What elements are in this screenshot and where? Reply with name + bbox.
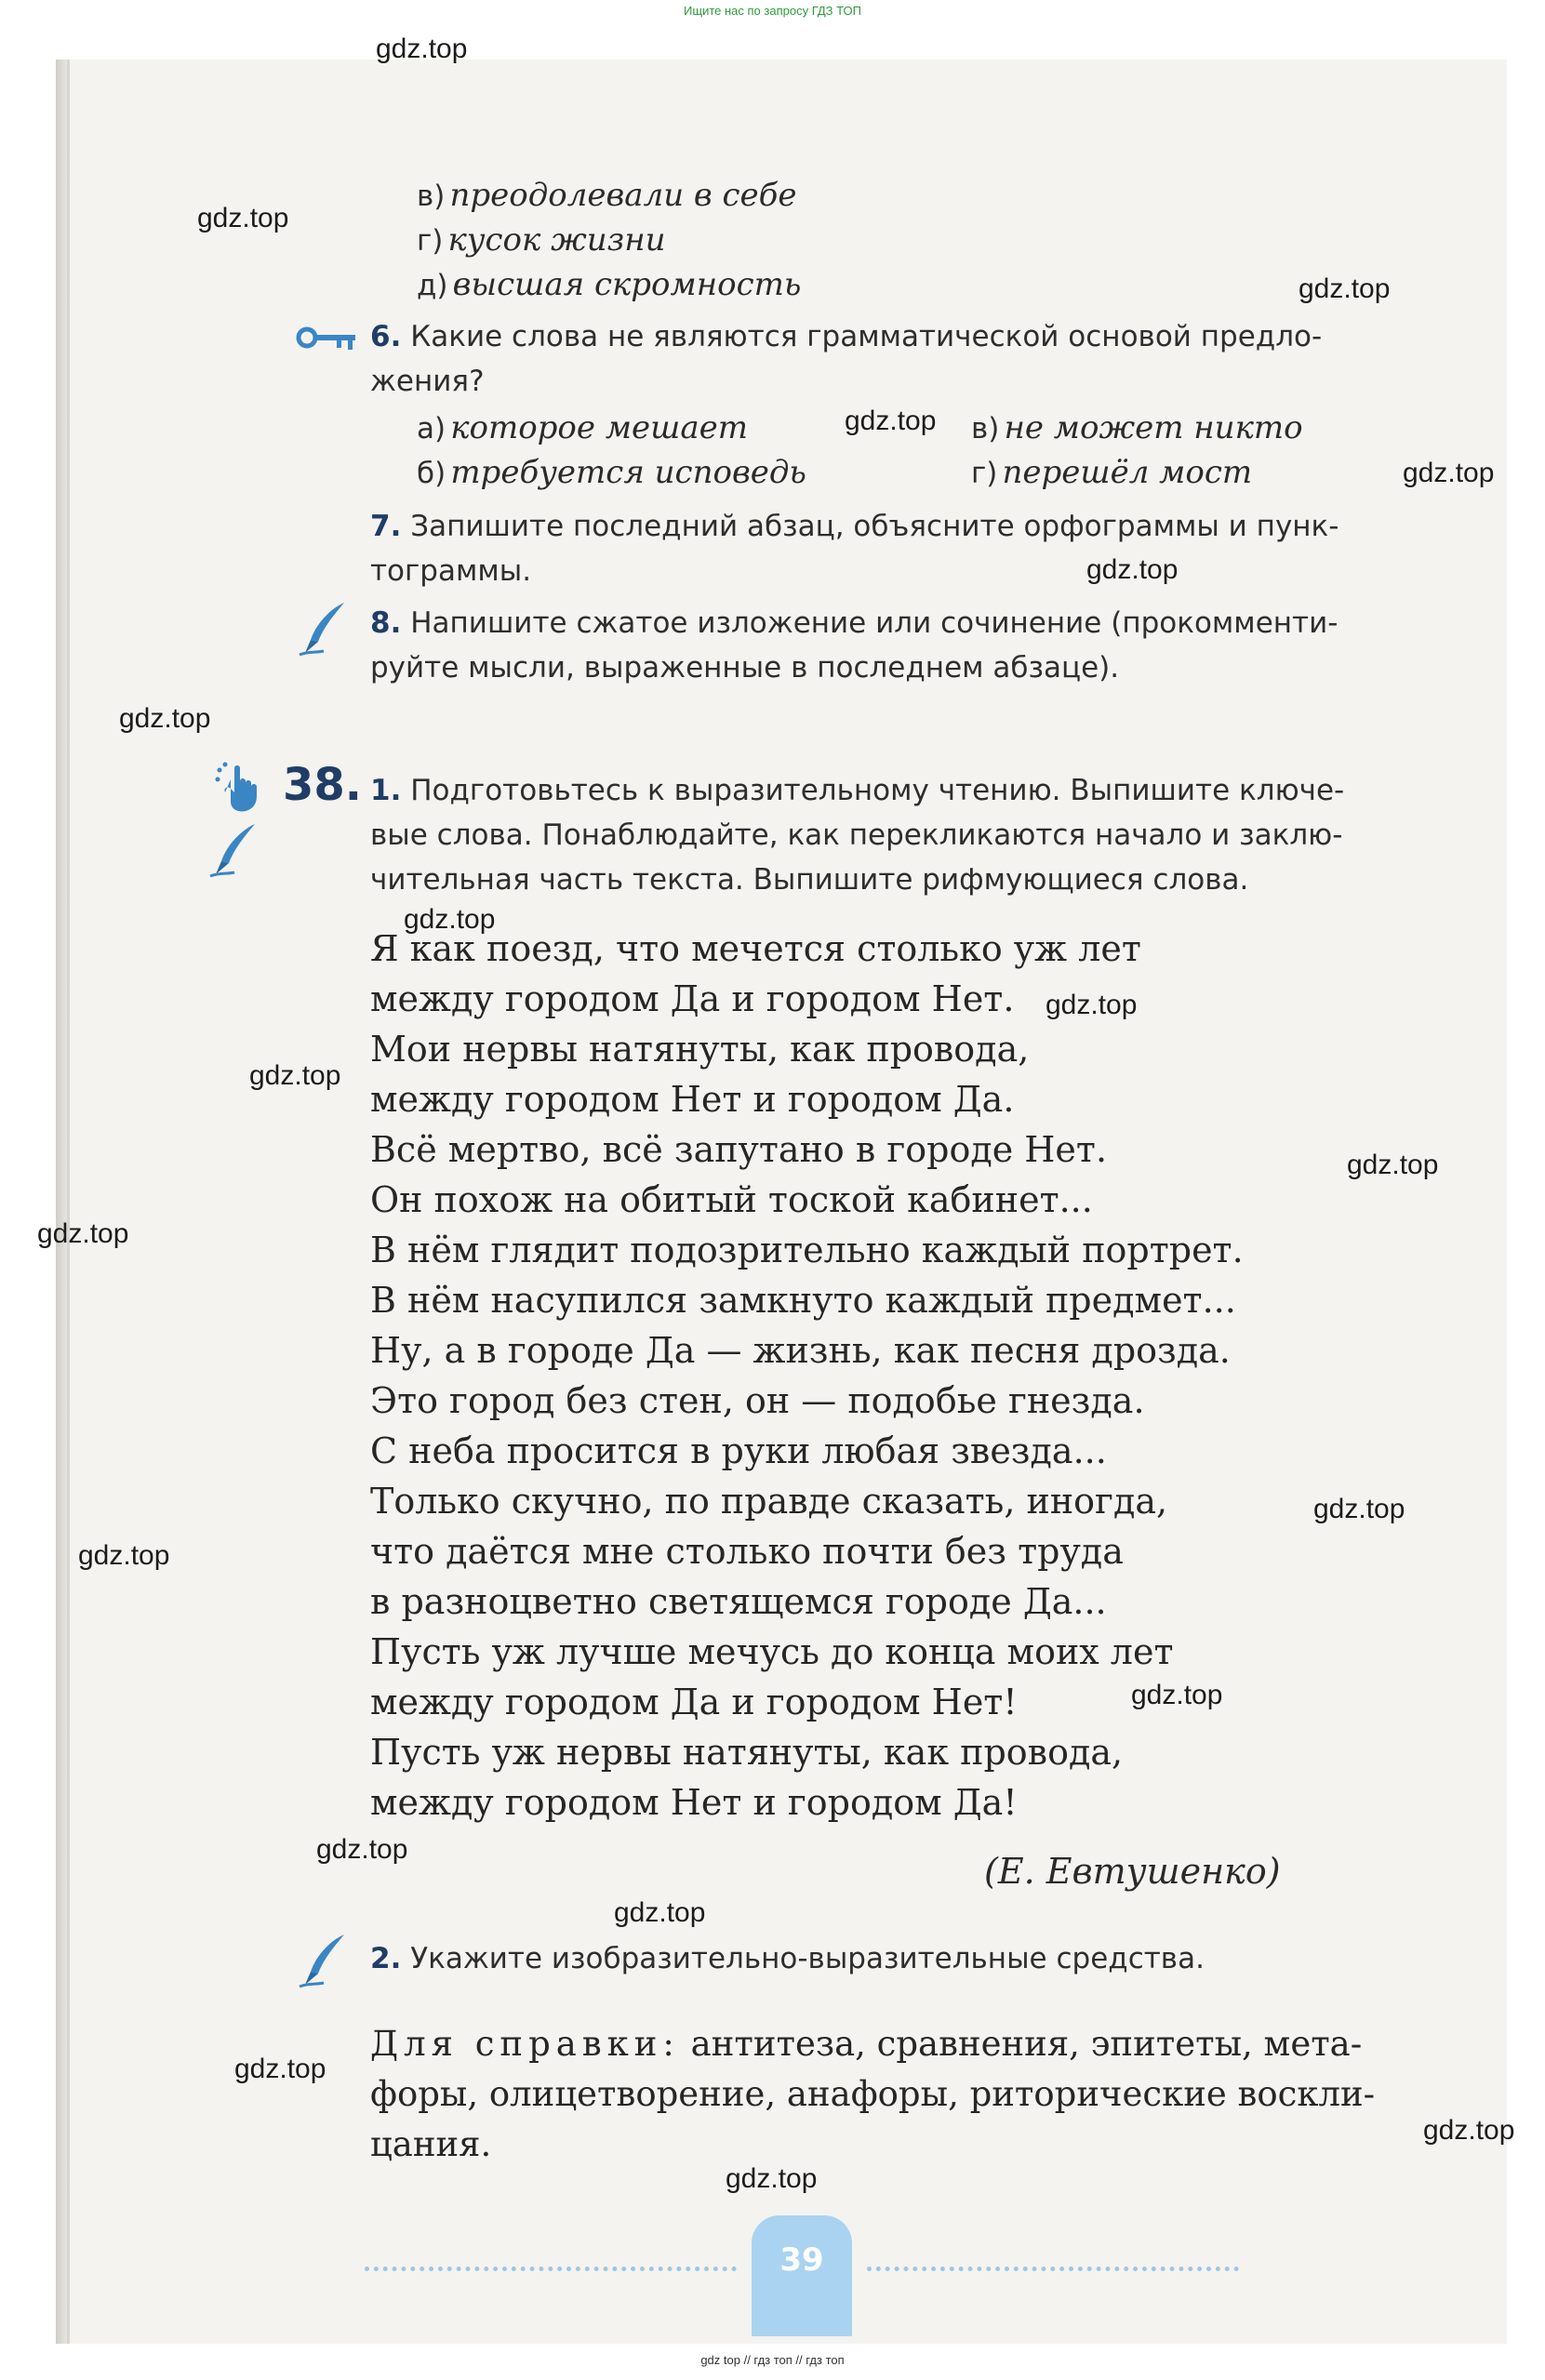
task6-option-g: г) перешёл мост bbox=[971, 454, 1253, 491]
option-v: в) преодолевали в себе bbox=[417, 177, 797, 214]
poem-line: Я как поезд, что мечется столько уж лет bbox=[370, 928, 1141, 969]
ex38-task1-line1: 1. Подготовьтесь к выразительному чтению. Выпишите ключе- bbox=[370, 774, 1345, 807]
poem-line: между городом Да и городом Нет. bbox=[370, 978, 1015, 1019]
bottom-banner[interactable]: gdz top // гдз топ // гдз топ bbox=[700, 2353, 845, 2367]
watermark: gdz.top bbox=[249, 1060, 341, 1091]
task7-line2: тограммы. bbox=[370, 554, 532, 588]
option-g: г) кусок жизни bbox=[417, 221, 666, 259]
poem-line: в разноцветно светящемся городе Да... bbox=[370, 1581, 1107, 1622]
poem-line: между городом Нет и городом Да! bbox=[370, 1782, 1018, 1823]
footer-dots-left bbox=[365, 2267, 737, 2277]
poem-line: что даётся мне столько почти без труда bbox=[370, 1531, 1124, 1572]
pen-icon bbox=[296, 1931, 350, 1988]
watermark: gdz.top bbox=[404, 904, 496, 935]
poem-line: Мои нервы натянуты, как провода, bbox=[370, 1029, 1030, 1070]
watermark: gdz.top bbox=[1086, 554, 1179, 585]
poem-line: Он похож на обитый тоской кабинет... bbox=[370, 1179, 1093, 1220]
reference-label: Для справки: bbox=[370, 2024, 680, 2064]
watermark: gdz.top bbox=[1046, 990, 1138, 1020]
poem-line: Только скучно, по правде сказать, иногда, bbox=[370, 1481, 1168, 1522]
hand-icon bbox=[212, 761, 262, 815]
task6-option-v: в) не может никто bbox=[971, 409, 1303, 446]
watermark: gdz.top bbox=[614, 1897, 706, 1928]
watermark: gdz.top bbox=[37, 1218, 129, 1249]
watermark: gdz.top bbox=[376, 33, 468, 64]
ex38-task1-line3: чительная часть текста. Выпишите рифмующиеся слова. bbox=[370, 863, 1249, 897]
poem-line: Это город без стен, он — подобье гнезда. bbox=[370, 1380, 1145, 1421]
watermark: gdz.top bbox=[1299, 273, 1391, 304]
watermark: gdz.top bbox=[78, 1540, 170, 1571]
task6-line2: жения? bbox=[370, 365, 485, 398]
poem-line: В нём насупился замкнуто каждый предмет... bbox=[370, 1280, 1236, 1321]
task6-option-b: б) требуется исповедь bbox=[417, 454, 806, 491]
poem-line: Пусть уж нервы натянуты, как провода, bbox=[370, 1732, 1124, 1773]
reference-line1: Для справки: антитеза, сравнения, эпитеты, мета- bbox=[370, 2024, 1363, 2064]
watermark: gdz.top bbox=[845, 406, 937, 436]
watermark: gdz.top bbox=[1131, 1680, 1223, 1710]
watermark: gdz.top bbox=[316, 1834, 408, 1865]
watermark: gdz.top bbox=[119, 703, 211, 734]
task7-line1: 7. Запишите последний абзац, объясните орфограммы и пунк- bbox=[370, 510, 1339, 543]
poem-author: (Е. Евтушенко) bbox=[984, 1851, 1281, 1892]
poem-line: между городом Нет и городом Да. bbox=[370, 1079, 1015, 1120]
pen-icon bbox=[296, 599, 350, 657]
top-banner[interactable]: Ищите нас по запросу ГДЗ ТОП bbox=[684, 4, 861, 18]
pen-icon bbox=[206, 820, 260, 878]
poem-line: Всё мертво, всё запутано в городе Нет. bbox=[370, 1129, 1108, 1170]
task6-line1: 6. Какие слова не являются грамматической основой предло- bbox=[370, 320, 1323, 353]
poem-line: Ну, а в городе Да — жизнь, как песня дрозда. bbox=[370, 1330, 1231, 1371]
poem-line: Пусть уж лучше мечусь до конца моих лет bbox=[370, 1631, 1174, 1672]
task8-line2: руйте мысли, выраженные в последнем абзаце). bbox=[370, 651, 1120, 685]
poem-line: В нём глядит подозрительно каждый портрет. bbox=[370, 1230, 1244, 1270]
task2-line: 2. Укажите изобразительно-выразительные средства. bbox=[370, 1942, 1205, 1975]
watermark: gdz.top bbox=[726, 2163, 818, 2194]
watermark: gdz.top bbox=[1423, 2115, 1515, 2146]
ex38-task1-line2: вые слова. Понаблюдайте, как перекликаются начало и заклю- bbox=[370, 818, 1343, 852]
key-icon bbox=[296, 324, 363, 352]
footer-dots-right bbox=[867, 2267, 1239, 2277]
exercise-number: 38. bbox=[283, 759, 363, 811]
watermark: gdz.top bbox=[1313, 1494, 1405, 1524]
task6-option-a: а) которое мешает bbox=[417, 409, 748, 446]
watermark: gdz.top bbox=[197, 203, 289, 233]
reference-line3: цания. bbox=[370, 2124, 492, 2164]
watermark: gdz.top bbox=[234, 2054, 326, 2084]
option-d: д) высшая скромность bbox=[417, 266, 802, 303]
page-number: 39 bbox=[779, 2241, 824, 2279]
watermark: gdz.top bbox=[1347, 1150, 1439, 1180]
poem-line: С неба просится в руки любая звезда... bbox=[370, 1430, 1107, 1471]
task8-line1: 8. Напишите сжатое изложение или сочинение (прокомменти- bbox=[370, 606, 1339, 640]
poem-line: между городом Да и городом Нет! bbox=[370, 1682, 1018, 1722]
watermark: gdz.top bbox=[1403, 458, 1495, 488]
reference-line2: форы, олицетворение, анафоры, риторические воскли- bbox=[370, 2074, 1376, 2114]
